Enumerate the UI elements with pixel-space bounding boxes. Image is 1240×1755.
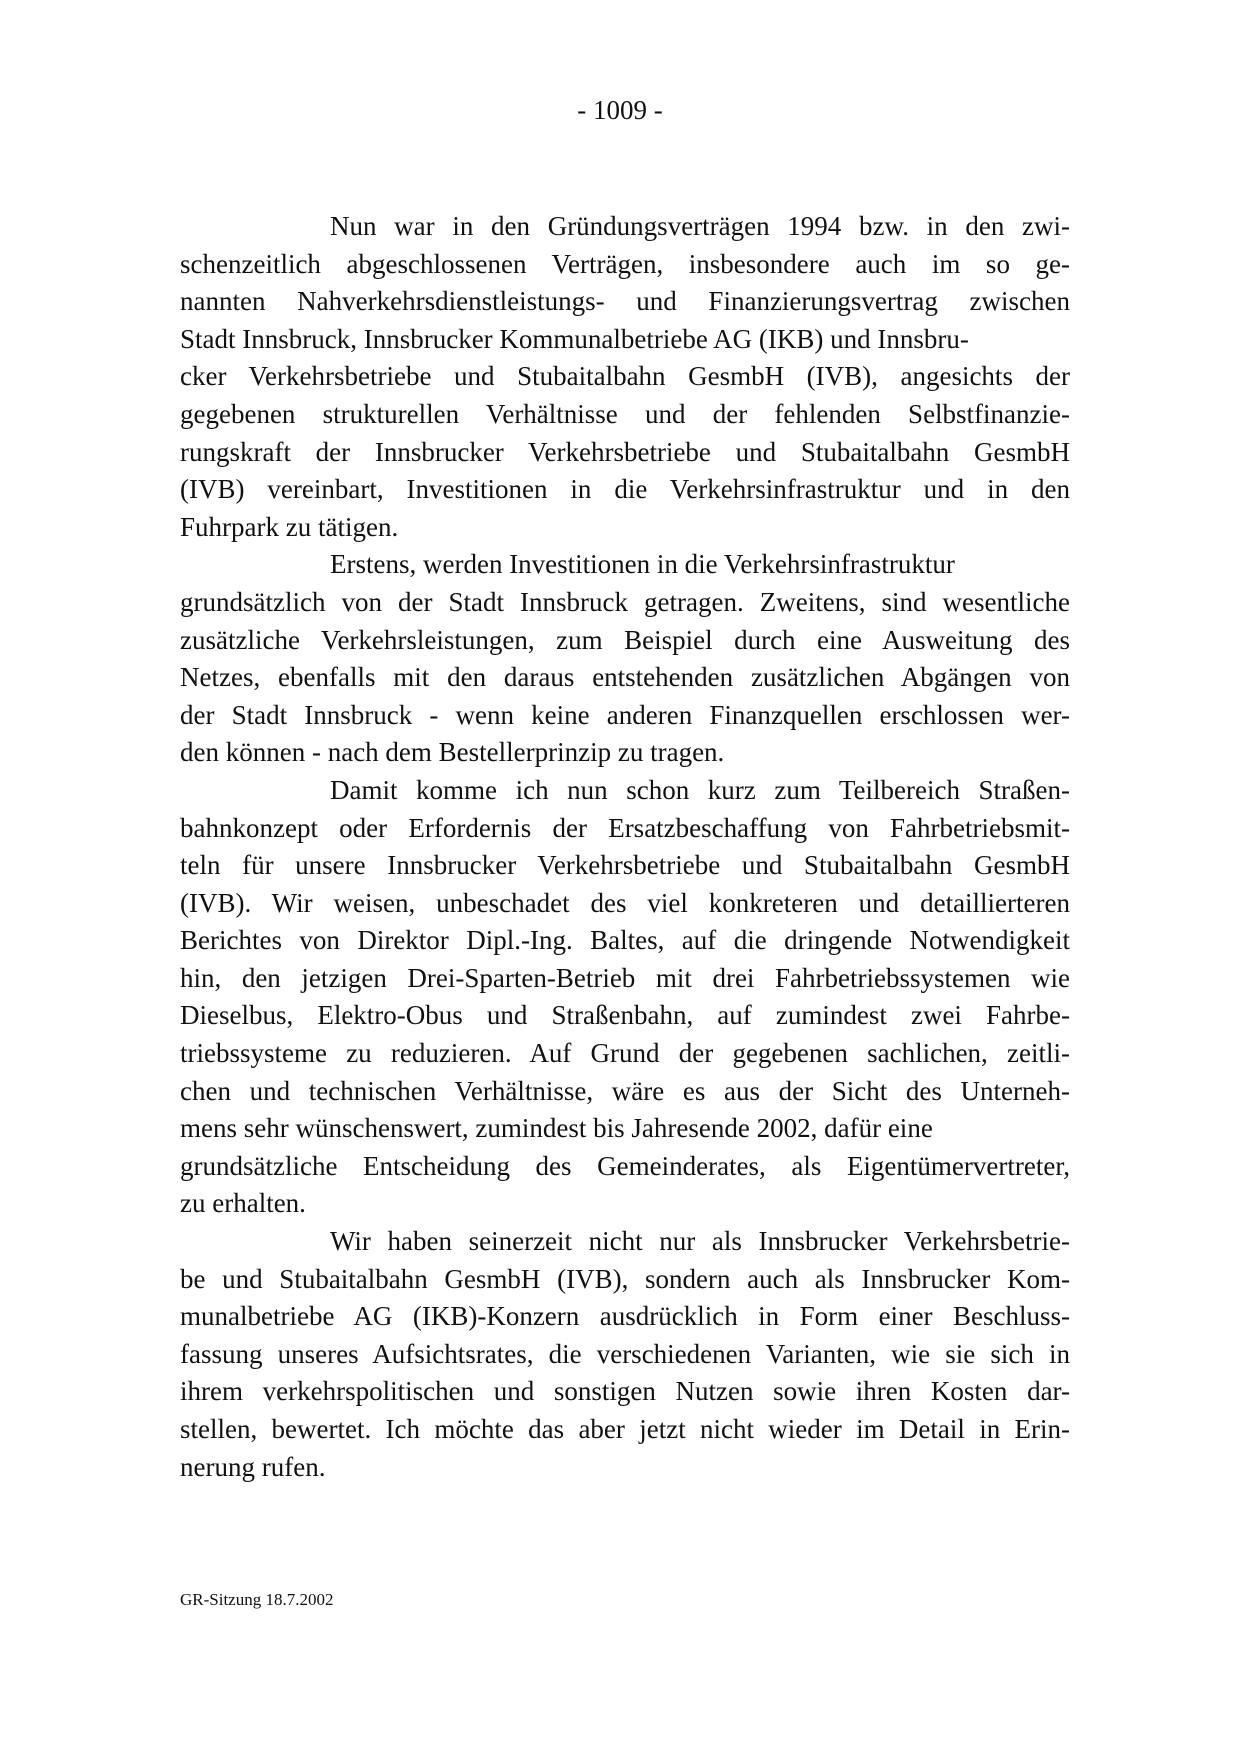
text-line: schenzeitlich abgeschlossenen Verträgen, insbesondere auch im so ge- — [180, 248, 1070, 279]
text-line: bahnkonzept oder Erfordernis der Ersatzbeschaffung von Fahrbetriebsmit- — [180, 812, 1070, 843]
text-line: fassung unseres Aufsichtsrates, die verschiedenen Varianten, wie sie sich in — [180, 1338, 1070, 1369]
text-line: Fuhrpark zu tätigen. — [180, 511, 399, 542]
text-line: teln für unsere Innsbrucker Verkehrsbetriebe und Stubaitalbahn GesmbH — [180, 850, 1070, 881]
text-line: Wir haben seinerzeit nicht nur als Innsbrucker Verkehrsbetrie- — [330, 1226, 1070, 1257]
text-line: der Stadt Innsbruck - wenn keine anderen Finanzquellen erschlossen wer- — [180, 699, 1070, 730]
text-line: cker Verkehrsbetriebe und Stubaitalbahn GesmbH (IVB), angesichts der — [180, 361, 1070, 392]
paragraph — [180, 1223, 1070, 1486]
text-line: rungskraft der Innsbrucker Verkehrsbetriebe und Stubaitalbahn GesmbH — [180, 436, 1070, 467]
text-line: munalbetriebe AG (IKB)-Konzern ausdrücklich in Form einer Beschluss- — [180, 1301, 1070, 1332]
text-line: be und Stubaitalbahn GesmbH (IVB), sondern auch als Innsbrucker Kom- — [180, 1263, 1070, 1294]
text-line: nerung rufen. — [180, 1451, 326, 1482]
text-line: grundsätzlich von der Stadt Innsbruck getragen. Zweitens, sind wesentliche — [180, 586, 1070, 617]
paragraph — [180, 208, 1070, 546]
text-line: zusätzliche Verkehrsleistungen, zum Beispiel durch eine Ausweitung des — [180, 624, 1070, 655]
text-line: (IVB) vereinbart, Investitionen in die Verkehrsinfrastruktur und in den — [180, 474, 1070, 505]
text-line: (IVB). Wir weisen, unbeschadet des viel konkreteren und detaillierteren — [180, 887, 1070, 918]
text-line: den können - nach dem Bestellerprinzip zu tragen. — [180, 737, 725, 768]
text-line: gegebenen strukturellen Verhältnisse und der fehlenden Selbstfinanzie- — [180, 398, 1070, 429]
paragraph — [180, 772, 1070, 1223]
text-line: Stadt Innsbruck, Innsbrucker Kommunalbetriebe AG (IKB) und Innsbru- — [180, 323, 969, 354]
text-line: Erstens, werden Investitionen in die Verkehrsinfrastruktur — [330, 549, 955, 580]
text-line: Berichtes von Direktor Dipl.-Ing. Baltes, auf die dringende Notwendigkeit — [180, 925, 1070, 956]
text-line: Dieselbus, Elektro-Obus und Straßenbahn, auf zumindest zwei Fahrbe- — [180, 1000, 1070, 1031]
footer-session-date: GR-Sitzung 18.7.2002 — [180, 1590, 334, 1609]
text-line: mens sehr wünschenswert, zumindest bis Jahresende 2002, dafür eine — [180, 1113, 933, 1144]
text-line: nannten Nahverkehrsdienstleistungs- und Finanzierungsvertrag zwischen — [180, 286, 1070, 317]
document-body — [180, 208, 1070, 1486]
text-line: stellen, bewertet. Ich möchte das aber jetzt nicht wieder im Detail in Erin- — [180, 1414, 1070, 1444]
text-line: Damit komme ich nun schon kurz zum Teilbereich Straßen- — [330, 774, 1070, 805]
text-line: chen und technischen Verhältnisse, wäre es aus der Sicht des Unterneh- — [180, 1075, 1070, 1106]
text-line: ihrem verkehrspolitischen und sonstigen Nutzen sowie ihren Kosten dar- — [180, 1376, 1070, 1407]
page-number: - 1009 - — [577, 95, 663, 125]
text-line: triebssysteme zu reduzieren. Auf Grund der gegebenen sachlichen, zeitli- — [180, 1038, 1070, 1069]
text-line: Nun war in den Gründungsverträgen 1994 bzw. in den zwi- — [330, 211, 1070, 241]
text-line: hin, den jetzigen Drei-Sparten-Betrieb mit drei Fahrbetriebssystemen wie — [180, 962, 1070, 993]
text-line: grundsätzliche Entscheidung des Gemeinderates, als Eigentümervertreter, — [180, 1150, 1070, 1181]
text-line: zu erhalten. — [180, 1188, 306, 1219]
paragraph — [180, 546, 1070, 772]
text-line: Netzes, ebenfalls mit den daraus entstehenden zusätzlichen Abgängen von — [180, 662, 1070, 693]
